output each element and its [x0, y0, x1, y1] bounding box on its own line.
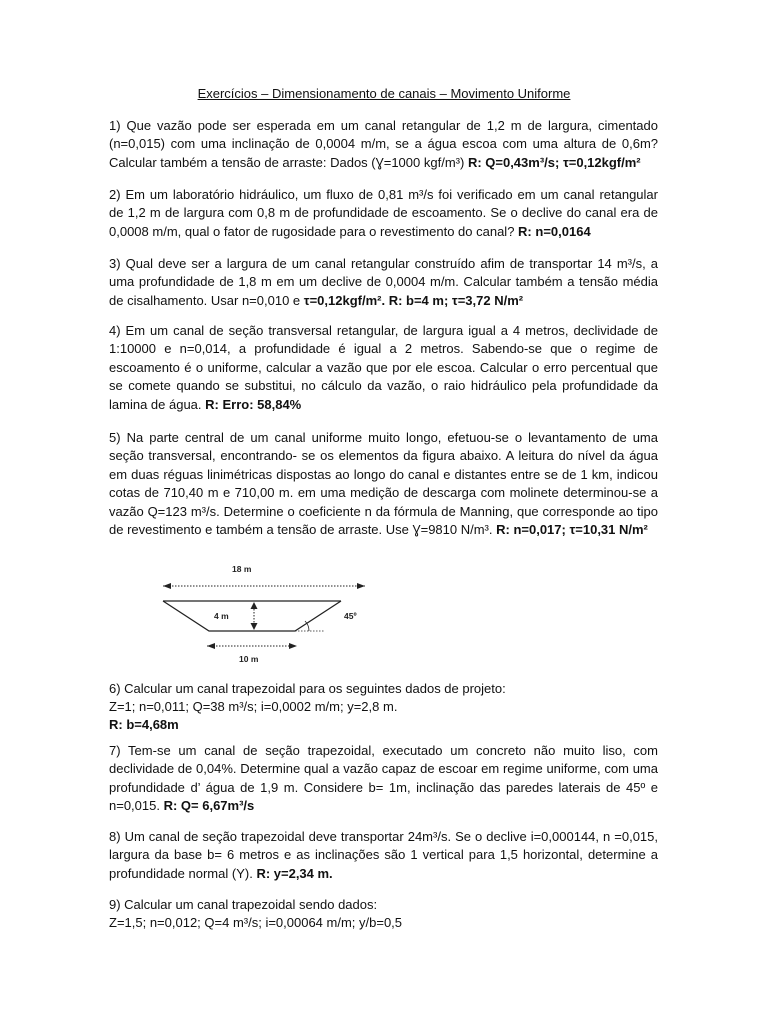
arrowhead-right-icon [289, 643, 297, 649]
exercise-9-line: 9) Calcular um canal trapezoidal sendo dados: [109, 897, 378, 912]
exercise-4-line: se comete quando se substitui, no cálculo da vazão, o raio hidráulico pela profundidade da [109, 378, 658, 394]
exercise-3-line: uma profundidade de 1,8 m em um declive de 0,0004 m/m. Calcular também a tensão média [109, 274, 658, 290]
exercise-7-line: 7) Tem-se um canal de seção trapezoidal, executado um concreto não muito liso, com [109, 743, 658, 758]
arrowhead-up-icon [251, 602, 258, 609]
arrowhead-left-icon [207, 643, 215, 649]
arrowhead-left-icon [163, 583, 171, 589]
arrowhead-down-icon [251, 623, 258, 630]
exercise-2-text: 0,0008 m/m, qual o fator de rugosidade para o revestimento do canal? [109, 223, 515, 239]
exercise-7-line [109, 797, 658, 815]
exercise-7-line: profundidade d’ água de 1,9 m. Considere b= 1m, inclinação das paredes laterais de 45º e [109, 779, 658, 795]
depth-label: 4 m [214, 611, 229, 621]
exercise-5-line: cotas de 710,40 m e 710,00 m. em uma medição de descarga com molinete determinou-se a [109, 485, 658, 501]
exercise-3-line [109, 292, 658, 310]
trapezoid-channel-figure [150, 558, 380, 670]
exercise-7 [109, 742, 658, 816]
exercise-5-line: seção transversal, encontrando- se os elementos da figura abaixo. A leitura do nível da água [109, 448, 658, 464]
exercise-6 [109, 680, 506, 734]
document-title: Exercícios – Dimensionamento de canais – Movimento Uniforme [197, 86, 571, 101]
exercise-5-answer: R: n=0,017; τ=10,31 N/m² [496, 522, 648, 538]
exercise-9-line: Z=1,5; n=0,012; Q=4 m³/s; i=0,00064 m/m; y/b=0,5 [109, 915, 403, 930]
exercise-2 [109, 186, 658, 241]
exercise-4 [109, 322, 658, 414]
exercise-5-line: em duas réguas linimétricas dispostas ao longo do canal e distantes entre se de 1 km, indicou [109, 466, 658, 482]
exercise-2-line: de 1,2 m de largura com 0,8 m de profundidade de escoamento. Se o declive do canal era de [109, 205, 658, 221]
exercise-3-answer: τ=0,12kgf/m². R: b=4 m; τ=3,72 N/m² [303, 292, 524, 308]
exercise-8-text: profundidade normal (Y). [109, 865, 253, 881]
arrowhead-right-icon [357, 583, 365, 589]
exercise-5-text: de revestimento e também a tensão de arraste. Use Ɣ=9810 N/m³. [109, 522, 493, 538]
exercise-6-line: Z=1; n=0,011; Q=38 m³/s; i=0,0002 m/m; y=2,8 m. [109, 699, 398, 714]
exercise-1-line: 1) Que vazão pode ser esperada em um canal retangular de 1,2 m de largura, cimentado [109, 118, 658, 133]
exercise-1-text: Calcular também a tensão de arraste: Dados (Ɣ=1000 kgf/m³) [109, 154, 465, 170]
exercise-3-line: 3) Qual deve ser a largura de um canal retangular construído afim de transportar 14 m³/s, a [109, 256, 658, 271]
exercise-1-line: (n=0,015) com uma inclinação de 0,0004 m/m, se a água escoa com uma altura de 0,6m? [109, 136, 658, 152]
exercise-4-line: 4) Em um canal de seção transversal retangular, de largura igual a 4 metros, declividade de [109, 323, 658, 338]
exercise-2-line [109, 223, 658, 241]
exercise-1 [109, 117, 658, 172]
exercise-4-text: lamina de água. [109, 396, 202, 412]
exercise-5 [109, 429, 658, 539]
exercise-7-text: n=0,015. [109, 798, 160, 814]
exercise-4-answer: R: Erro: 58,84% [205, 396, 302, 412]
exercise-6-answer: R: b=4,68m [109, 717, 179, 732]
angle-label: 45º [344, 611, 357, 621]
exercise-8-line: largura da base b= 6 metros e as inclinações são 1 vertical para 1,5 horizontal, determine a [109, 847, 658, 863]
exercise-2-line: 2) Em um laboratório hidráulico, um fluxo de 0,81 m³/s foi verificado em um canal retangular [109, 187, 658, 202]
bottom-width-label: 10 m [239, 654, 259, 664]
exercise-6-line: 6) Calcular um canal trapezoidal para os seguintes dados de projeto: [109, 681, 506, 696]
exercise-5-line: vazão Q=123 m³/s. Determine o coeficiente n da fórmula de Manning, que corresponde ao tipo [109, 503, 658, 519]
exercise-4-line: escoamento é o uniforme, calcular a vazão que por ele escoa. Calcular o erro percentual que [109, 359, 658, 375]
exercise-9 [109, 896, 402, 932]
exercise-7-answer: R: Q= 6,67m³/s [163, 798, 255, 814]
exercise-5-line [109, 521, 658, 539]
exercise-2-answer: R: n=0,0164 [518, 223, 591, 239]
exercise-8-answer: R: y=2,34 m. [256, 865, 333, 881]
top-width-label: 18 m [232, 564, 252, 574]
exercise-3-text: de cisalhamento. Usar n=0,010 e [109, 292, 301, 308]
exercise-1-line [109, 154, 658, 172]
exercise-3 [109, 255, 658, 310]
exercise-5-line: 5) Na parte central de um canal uniforme muito longo, efetuou-se o levantamento de uma [109, 430, 658, 445]
channel-section-outline [163, 601, 341, 631]
exercise-8-line: 8) Um canal de seção trapezoidal deve transportar 24m³/s. Se o declive i=0,000144, n =0,015, [109, 829, 658, 844]
exercise-4-line [109, 396, 658, 414]
exercise-4-line: 1:10000 e n=0,014, a profundidade é igual a 2 metros. Sabendo-se que o regime de [109, 341, 658, 357]
exercise-7-line: declividade de 0,04%. Determine qual a vazão capaz de escoar em regime uniforme, com uma [109, 761, 658, 777]
exercise-8 [109, 828, 658, 883]
exercise-8-line [109, 865, 658, 883]
exercise-1-answer: R: Q=0,43m³/s; τ=0,12kgf/m² [467, 154, 641, 170]
